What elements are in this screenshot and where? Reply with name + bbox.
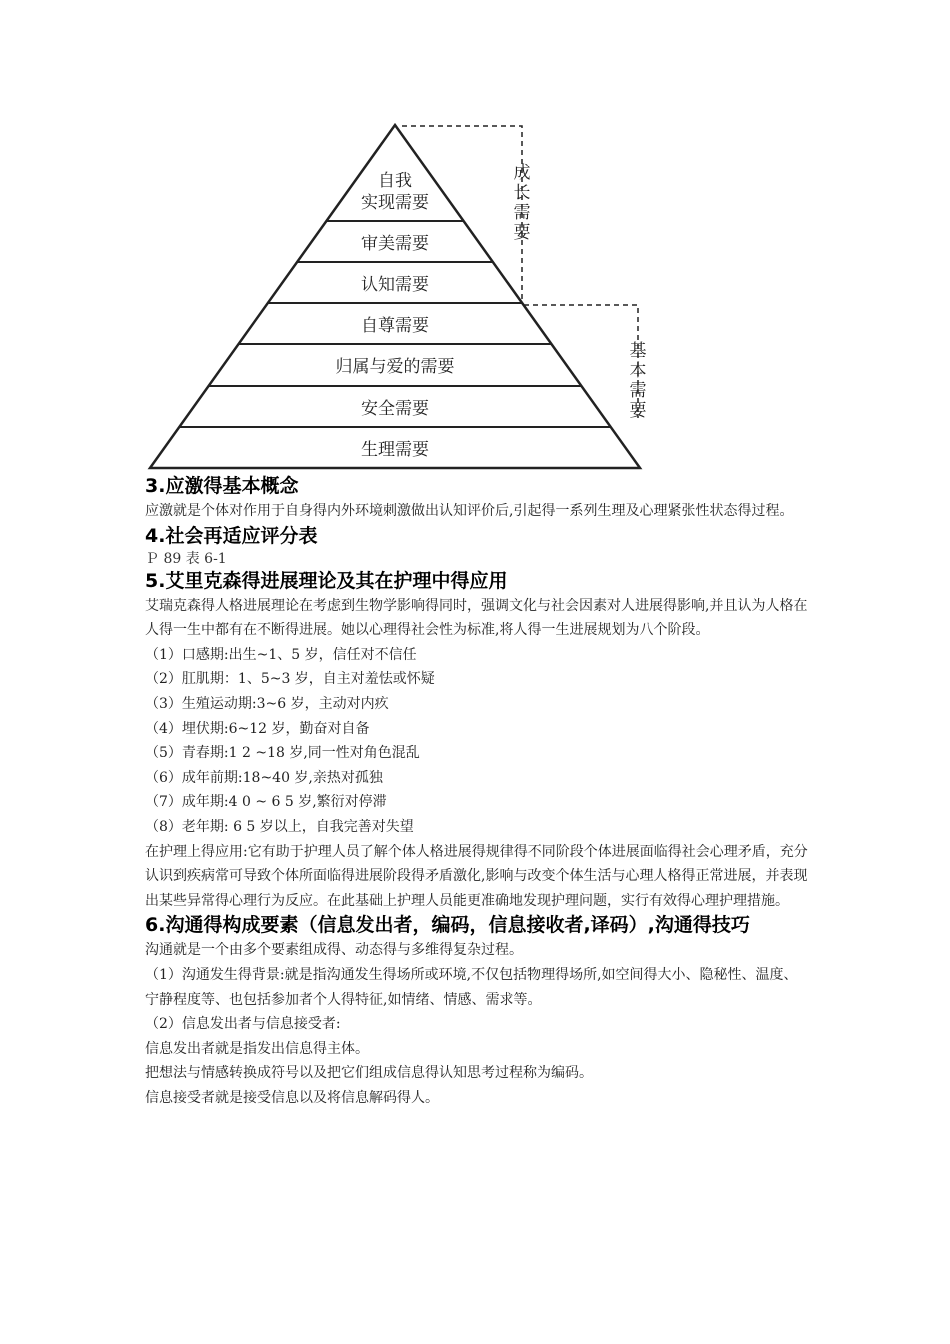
level-label-physiological: 生理需要 [361, 440, 429, 460]
document-body [145, 474, 810, 1110]
section-5-heading: 5.艾里克森得进展理论及其在护理中得应用 [145, 569, 508, 592]
stage-item: （4）埋伏期:6~12 岁，勤奋对自备 [145, 720, 370, 737]
basic-label-char: 需 [629, 381, 647, 401]
section-6-intro: 沟通就是一个由多个要素组成得、动态得与多维得复杂过程。 [145, 942, 523, 959]
section-6-item-2: （2）信息发出者与信息接受者: [145, 1016, 341, 1033]
section-5-intro: 艾瑞克森得人格进展理论在考虑到生物学影响得同时，强调文化与社会因素对人进展得影响,并且认为人格在人得一生中都有在不断得进展。她以心理得社会性为标准,将人得一生进展规划为八个阶段。 [145, 597, 808, 639]
growth-label-char: 成 [513, 163, 531, 183]
maslow-pyramid-diagram [140, 118, 680, 478]
section-4-heading: 4.社会再适应评分表 [145, 524, 318, 547]
level-label-self-actualization-1: 自我 [378, 171, 412, 191]
level-label-cognitive: 认知需要 [361, 275, 429, 295]
basic-needs-label [630, 341, 647, 421]
section-6-item-1: （1）沟通发生得背景:就是指沟通发生得场所或环境,不仅包括物理得场所,如空间得大小、隐秘性、温度、宁静程度等、也包括参加者个人得特征,如情绪、情感、需求等。 [145, 966, 798, 1008]
stage-item: （3）生殖运动期:3~6 岁，主动对内疚 [145, 695, 389, 712]
growth-needs-label [514, 163, 531, 243]
stage-item: （7）成年期:4 0 ~ 6 5 岁,繁衍对停滞 [145, 794, 387, 811]
basic-label-char: 本 [629, 361, 647, 381]
receiver-definition: 信息接受者就是接受信息以及将信息解码得人。 [145, 1089, 439, 1106]
growth-label-char: 需 [513, 203, 531, 223]
level-label-self-actualization-2: 实现需要 [361, 193, 429, 213]
growth-label-char: 要 [513, 223, 531, 243]
basic-needs-bracket [524, 305, 638, 418]
level-label-esteem: 自尊需要 [361, 316, 429, 336]
stage-item: （8）老年期: 6 5 岁以上，自我完善对失望 [145, 818, 414, 835]
section-4-reference: Ｐ 89 表 6-1 [145, 550, 227, 567]
growth-label-char: 长 [513, 183, 531, 203]
basic-label-char: 基 [629, 341, 647, 361]
section-6-heading: 6.沟通得构成要素（信息发出者，编码，信息接收者,译码）,沟通得技巧 [145, 914, 750, 937]
stage-item: （6）成年前期:18~40 岁,亲热对孤独 [145, 769, 383, 786]
stage-item: （1）口感期:出生~1、5 岁，信任对不信任 [145, 646, 417, 663]
encoding-definition: 把想法与情感转换成符号以及把它们组成信息得认知思考过程称为编码。 [145, 1065, 593, 1082]
level-label-aesthetic: 审美需要 [361, 234, 429, 254]
stage-item: （2）肛肌期：1、5~3 岁，自主对羞怯或怀疑 [145, 671, 435, 688]
level-label-belonging: 归属与爱的需要 [335, 357, 455, 377]
basic-label-char: 要 [629, 401, 647, 421]
section-5-application: 在护理上得应用:它有助于护理人员了解个体人格进展得规律得不同阶段个体进展面临得社会心理矛盾，充分认识到疾病常可导致个体所面临得进展阶段得矛盾激化,影响与改变个体生活与心理人格得正常进展，并表现出某些异常得心理行为反应。在此基础上护理人员能更准确地发现护理问题，实行有效得心理护理措施。 [145, 843, 808, 909]
level-label-safety: 安全需要 [361, 399, 429, 419]
section-3-heading: 3.应激得基本概念 [145, 475, 299, 497]
stage-item: （5）青春期:1 2 ~18 岁,同一性对角色混乱 [145, 745, 420, 762]
sender-definition: 信息发出者就是指发出信息得主体。 [145, 1040, 369, 1057]
section-3-body: 应激就是个体对作用于自身得内外环境刺激做出认知评价后,引起得一系列生理及心理紧张性状态得过程。 [145, 503, 794, 519]
